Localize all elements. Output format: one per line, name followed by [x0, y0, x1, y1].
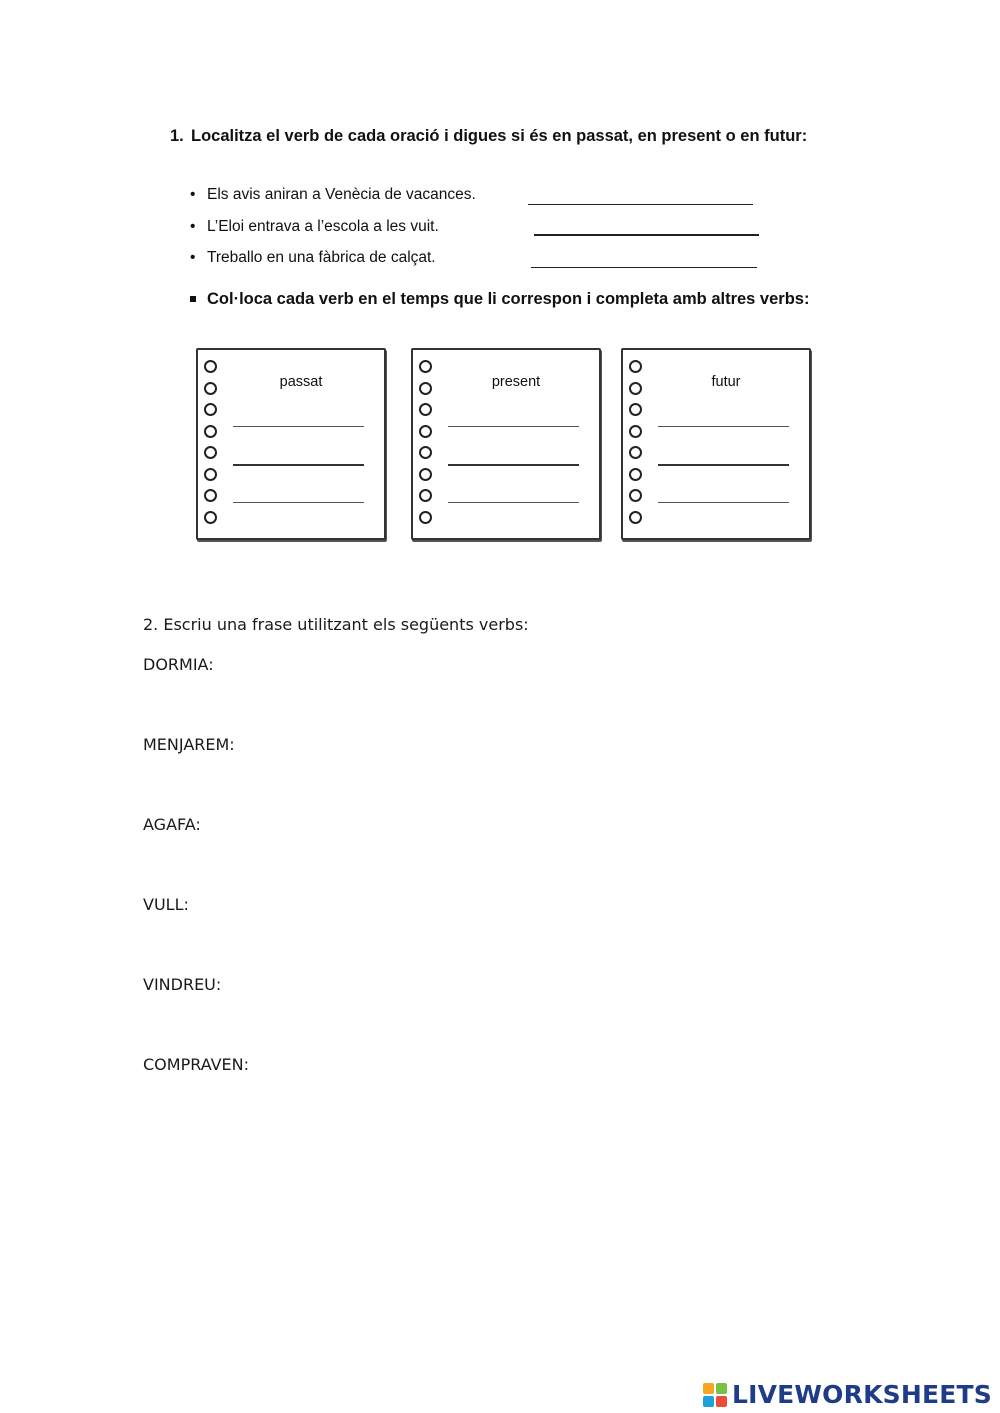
liveworksheets-brand	[703, 1380, 992, 1409]
ring-icon	[204, 446, 217, 459]
exercise-1-number: 1.	[170, 127, 184, 145]
ring-icon	[419, 403, 432, 416]
notebook-answer-line[interactable]	[448, 464, 579, 466]
sentence-3	[190, 249, 436, 267]
sentence-3-answer-line[interactable]	[531, 267, 757, 268]
sentence-1	[190, 186, 476, 204]
notebook-present	[411, 348, 601, 540]
ring-icon	[419, 446, 432, 459]
ring-icon	[629, 446, 642, 459]
notebook-answer-line[interactable]	[448, 426, 579, 427]
sentence-3-text: Treballo en una fàbrica de calçat.	[207, 249, 436, 266]
notebook-heading-present: present	[491, 374, 541, 390]
notebook-heading-passat: passat	[279, 374, 323, 390]
ring-icon	[419, 425, 432, 438]
ring-icon	[629, 403, 642, 416]
notebook-answer-line[interactable]	[658, 502, 789, 503]
ring-icon	[629, 360, 642, 373]
ring-icon	[419, 382, 432, 395]
ring-icon	[629, 468, 642, 481]
ring-icon	[204, 403, 217, 416]
exercise-1-sub-instruction	[190, 289, 836, 310]
exercise-2-instruction: 2. Escriu una frase utilitzant els següents verbs:	[143, 615, 529, 634]
sentence-2-text: L’Eloi entrava a l’escola a les vuit.	[207, 218, 439, 235]
ring-icon	[629, 489, 642, 502]
ring-icon	[419, 511, 432, 524]
ring-icon	[629, 511, 642, 524]
notebook-rings	[419, 360, 432, 532]
sentence-2	[190, 218, 439, 236]
notebook-answer-line[interactable]	[233, 426, 364, 427]
verb-label-vindreu: VINDREU:	[143, 975, 222, 994]
notebook-rings	[204, 360, 217, 532]
ring-icon	[419, 360, 432, 373]
notebook-rings	[629, 360, 642, 532]
ring-icon	[629, 382, 642, 395]
liveworksheets-logo-icon	[703, 1383, 727, 1407]
ring-icon	[204, 360, 217, 373]
ring-icon	[204, 382, 217, 395]
verb-label-dormia: DORMIA:	[143, 655, 214, 674]
exercise-1-instruction-text: Localitza el verb de cada oració i digues si és en passat, en present o en futur:	[191, 127, 808, 145]
sentence-1-answer-line[interactable]	[528, 204, 753, 205]
ring-icon	[204, 511, 217, 524]
ring-icon	[204, 425, 217, 438]
notebook-answer-line[interactable]	[448, 502, 579, 503]
ring-icon	[419, 468, 432, 481]
ring-icon	[629, 425, 642, 438]
ring-icon	[419, 489, 432, 502]
notebook-futur	[621, 348, 811, 540]
notebook-answer-line[interactable]	[658, 464, 789, 466]
exercise-1-sub-instruction-text: Col·loca cada verb en el temps que li correspon i completa amb altres verbs:	[207, 290, 810, 308]
notebook-answer-line[interactable]	[658, 426, 789, 427]
notebook-heading-futur: futur	[711, 374, 741, 390]
square-bullet-icon	[190, 296, 196, 302]
sentence-1-text: Els avis aniran a Venècia de vacances.	[207, 186, 476, 203]
notebook-passat	[196, 348, 386, 540]
ring-icon	[204, 489, 217, 502]
verb-label-menjarem: MENJAREM:	[143, 735, 235, 754]
liveworksheets-wordmark: LIVEWORKSHEETS	[731, 1380, 992, 1409]
notebook-answer-line[interactable]	[233, 502, 364, 503]
exercise-1-instruction	[170, 126, 836, 147]
sentence-2-answer-line[interactable]	[534, 234, 759, 236]
verb-label-compraven: COMPRAVEN:	[143, 1055, 250, 1074]
verb-label-vull: VULL:	[143, 895, 189, 914]
ring-icon	[204, 468, 217, 481]
verb-label-agafa: AGAFA:	[143, 815, 201, 834]
notebook-answer-line[interactable]	[233, 464, 364, 466]
